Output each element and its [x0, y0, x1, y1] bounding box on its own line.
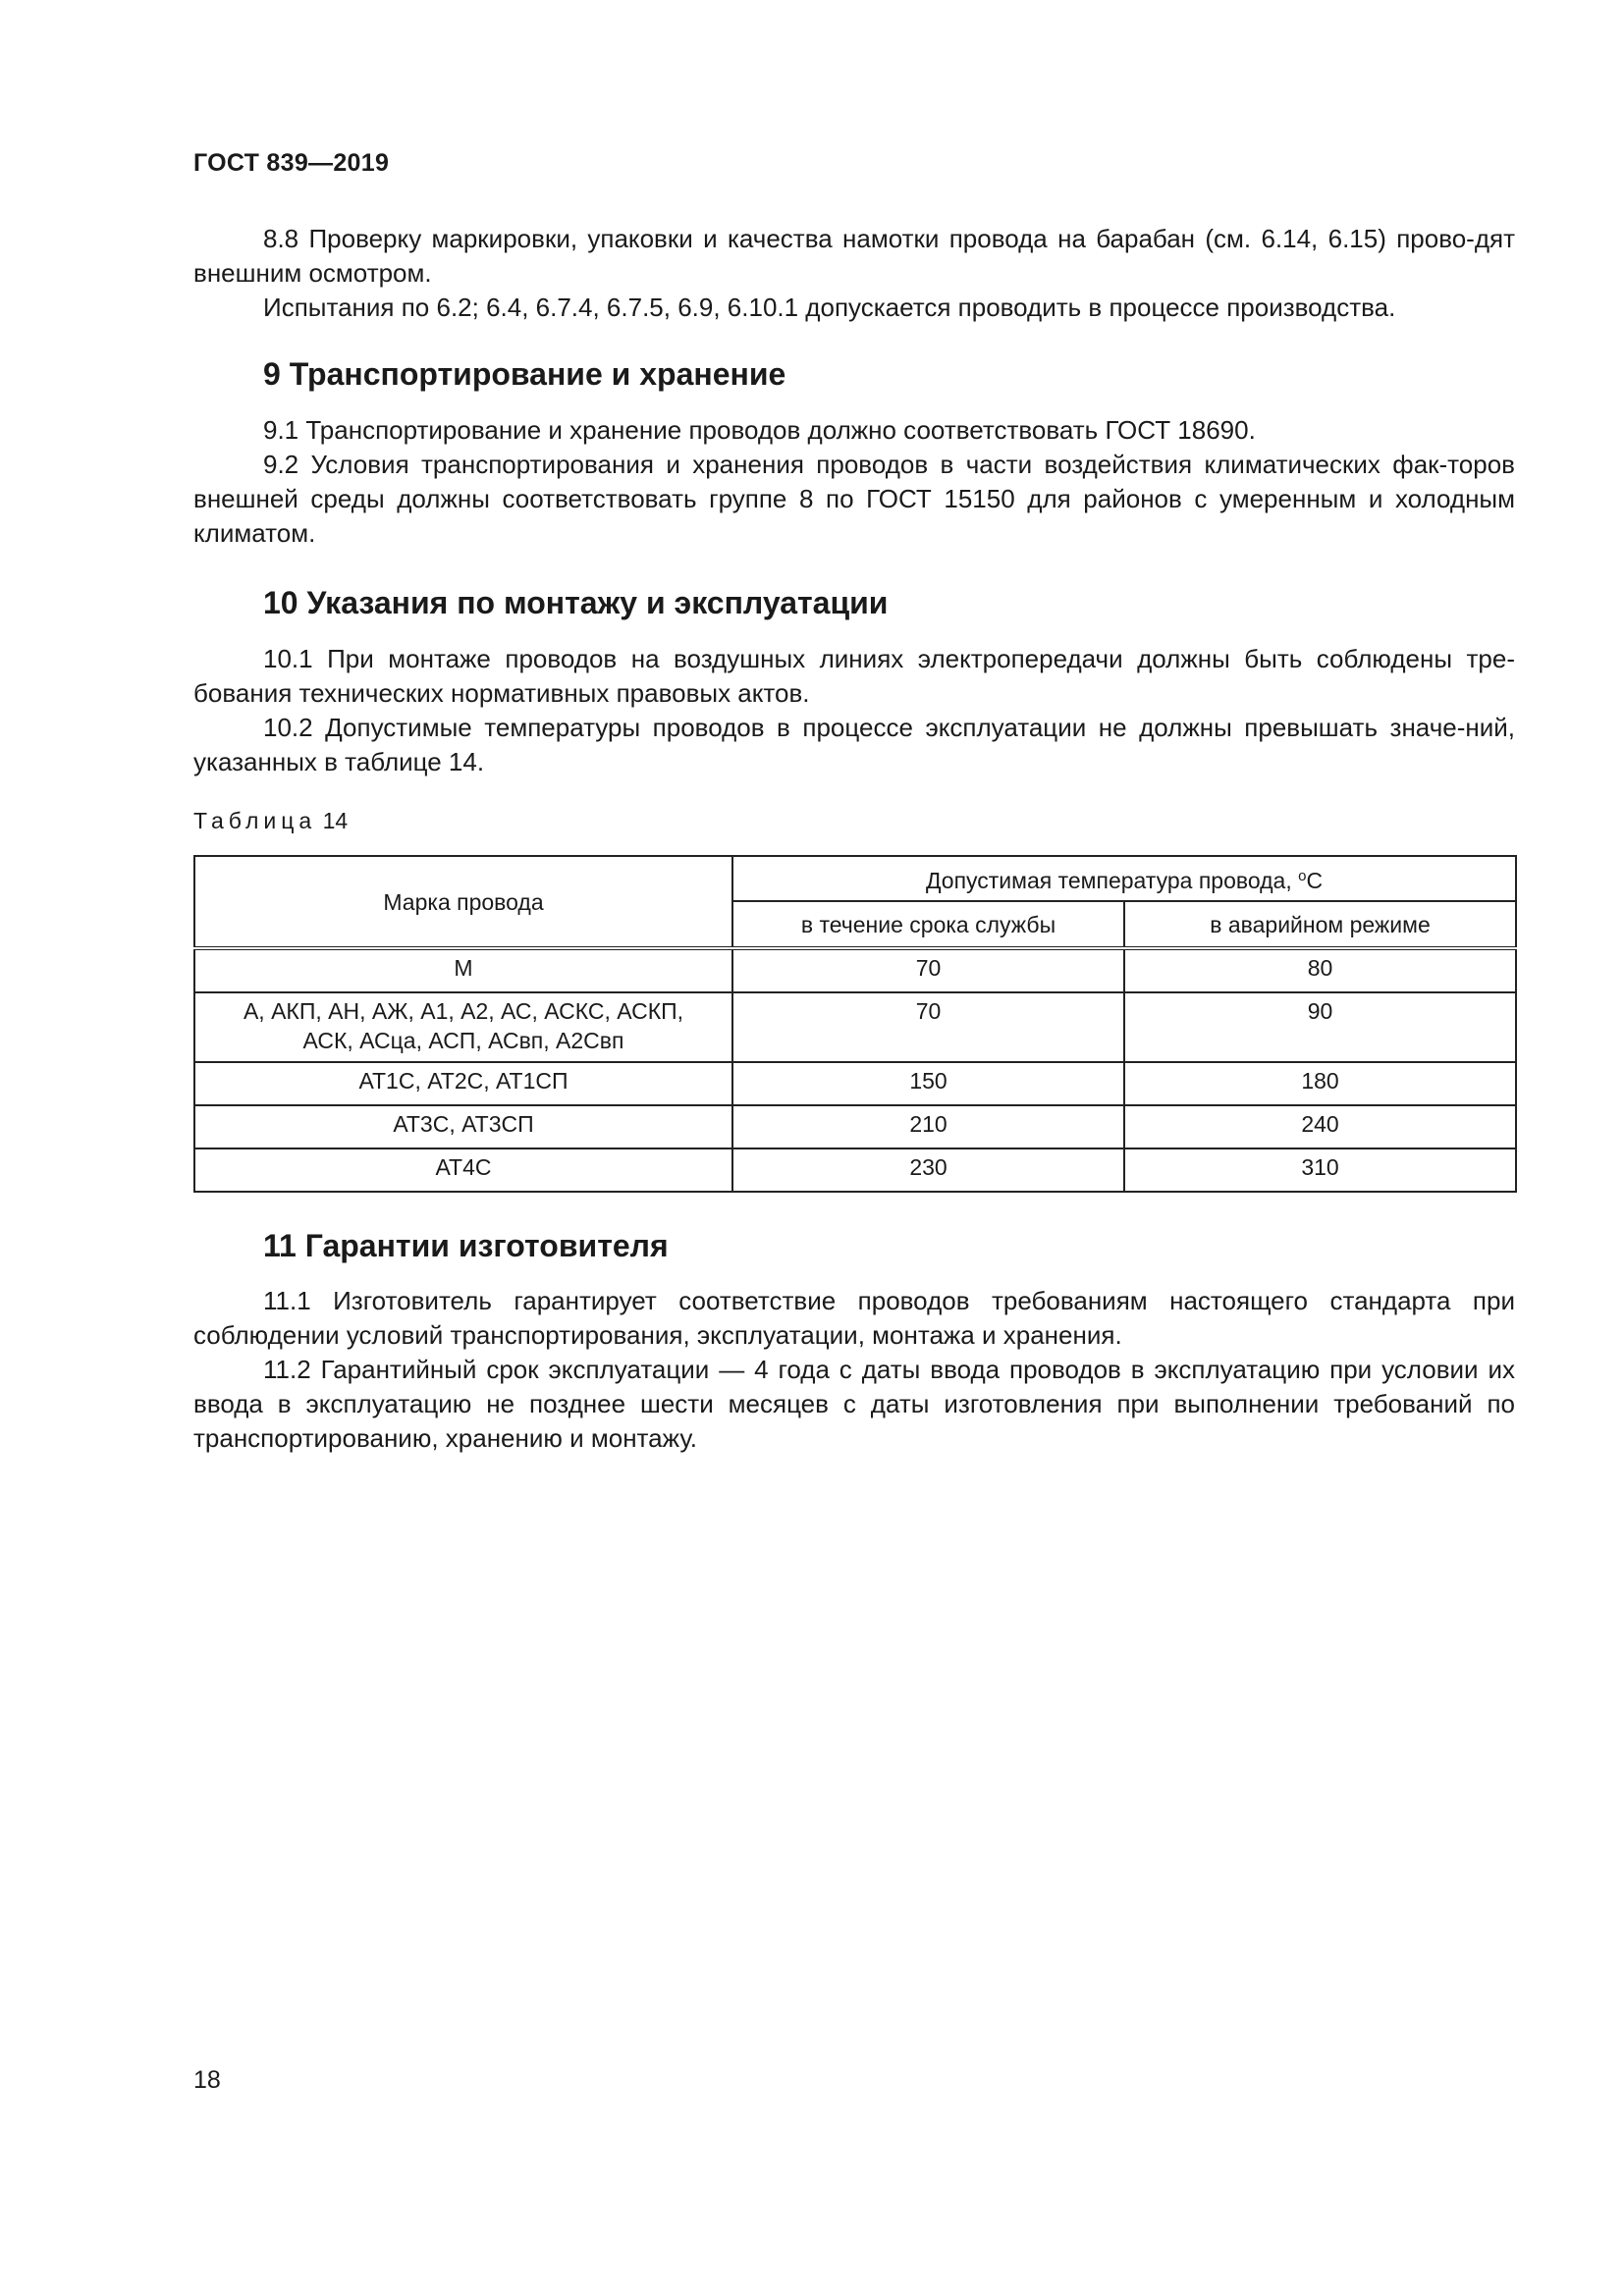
cell-service: 150 — [732, 1062, 1124, 1105]
cell-emergency: 240 — [1124, 1105, 1516, 1148]
header-service-life: в течение срока службы — [732, 901, 1124, 948]
header-temperature-unit: С — [1306, 868, 1324, 893]
cell-brand: АТ1С, АТ2С, АТ1СП — [194, 1062, 732, 1105]
section-11-title: 11 Гарантии изготовителя — [263, 1228, 669, 1263]
header-temperature-text: Допустимая температура провода, — [925, 868, 1299, 893]
cell-emergency: 310 — [1124, 1148, 1516, 1192]
degree-sign: о — [1298, 868, 1307, 884]
paragraph-10-1: 10.1 При монтаже проводов на воздушных линиях электропередачи должны быть соблюдены тре-бования технических нормативных правовых актов. — [193, 644, 1515, 708]
cell-emergency: 80 — [1124, 948, 1516, 992]
section-9-title: 9 Транспортирование и хранение — [263, 356, 786, 392]
table-caption-number: 14 — [322, 808, 349, 833]
temperature-table — [193, 855, 1517, 1193]
cell-brand — [194, 992, 732, 1062]
header-temperature-group — [732, 856, 1516, 901]
paragraph-9-1: 9.1 Транспортирование и хранение проводов должно соответствовать ГОСТ 18690. — [263, 415, 1256, 445]
paragraph-8-8: 8.8 Проверку маркировки, упаковки и качества намотки провода на барабан (см. 6.14, 6.15) прово-дят внешним осмотром. — [193, 224, 1515, 288]
table-row — [194, 992, 1516, 1062]
cell-brand-line: АСК, АСца, АСП, АСвп, А2Свп — [302, 1028, 624, 1053]
table-row — [194, 1105, 1516, 1148]
cell-service: 230 — [732, 1148, 1124, 1192]
table-caption-label: Таблица — [193, 808, 317, 833]
page-number: 18 — [193, 2066, 221, 2094]
cell-service: 70 — [732, 948, 1124, 992]
cell-emergency: 180 — [1124, 1062, 1516, 1105]
cell-service: 70 — [732, 992, 1124, 1062]
paragraph-10-2: 10.2 Допустимые температуры проводов в процессе эксплуатации не должны превышать значе-ний, указанных в таблице 14. — [193, 713, 1515, 776]
cell-service: 210 — [732, 1105, 1124, 1148]
cell-brand: АТ4С — [194, 1148, 732, 1192]
table-row — [194, 948, 1516, 992]
document-header: ГОСТ 839—2019 — [193, 149, 390, 177]
header-emergency: в аварийном режиме — [1124, 901, 1516, 948]
document-body — [193, 222, 1515, 1456]
section-10-title: 10 Указания по монтажу и эксплуатации — [263, 585, 889, 620]
table-caption — [193, 804, 1515, 838]
table-row — [194, 1148, 1516, 1192]
header-brand: Марка провода — [194, 856, 732, 948]
table-row — [194, 1062, 1516, 1105]
paragraph-9-2: 9.2 Условия транспортирования и хранения проводов в части воздействия климатических фак-торов внешней среды должны соответствовать группе 8 по ГОСТ 15150 для районов с умеренным и холодным климатом. — [193, 450, 1515, 548]
cell-brand: М — [194, 948, 732, 992]
cell-brand-line: А, АКП, АН, АЖ, А1, А2, АС, АСКС, АСКП, — [243, 998, 684, 1024]
cell-emergency: 90 — [1124, 992, 1516, 1062]
cell-brand: АТ3С, АТ3СП — [194, 1105, 732, 1148]
paragraph-11-2: 11.2 Гарантийный срок эксплуатации — 4 года с даты ввода проводов в эксплуатацию при условии их ввода в эксплуатацию не позднее шести месяцев с даты изготовления при выполнении требований по транспортированию, хранению и монтажу. — [193, 1355, 1515, 1453]
paragraph-tests: Испытания по 6.2; 6.4, 6.7.4, 6.7.5, 6.9, 6.10.1 допускается проводить в процессе производства. — [263, 293, 1396, 322]
paragraph-11-1: 11.1 Изготовитель гарантирует соответствие проводов требованиям настоящего стандарта при соблюдении условий транспортирования, эксплуатации, монтажа и хранения. — [193, 1286, 1515, 1350]
